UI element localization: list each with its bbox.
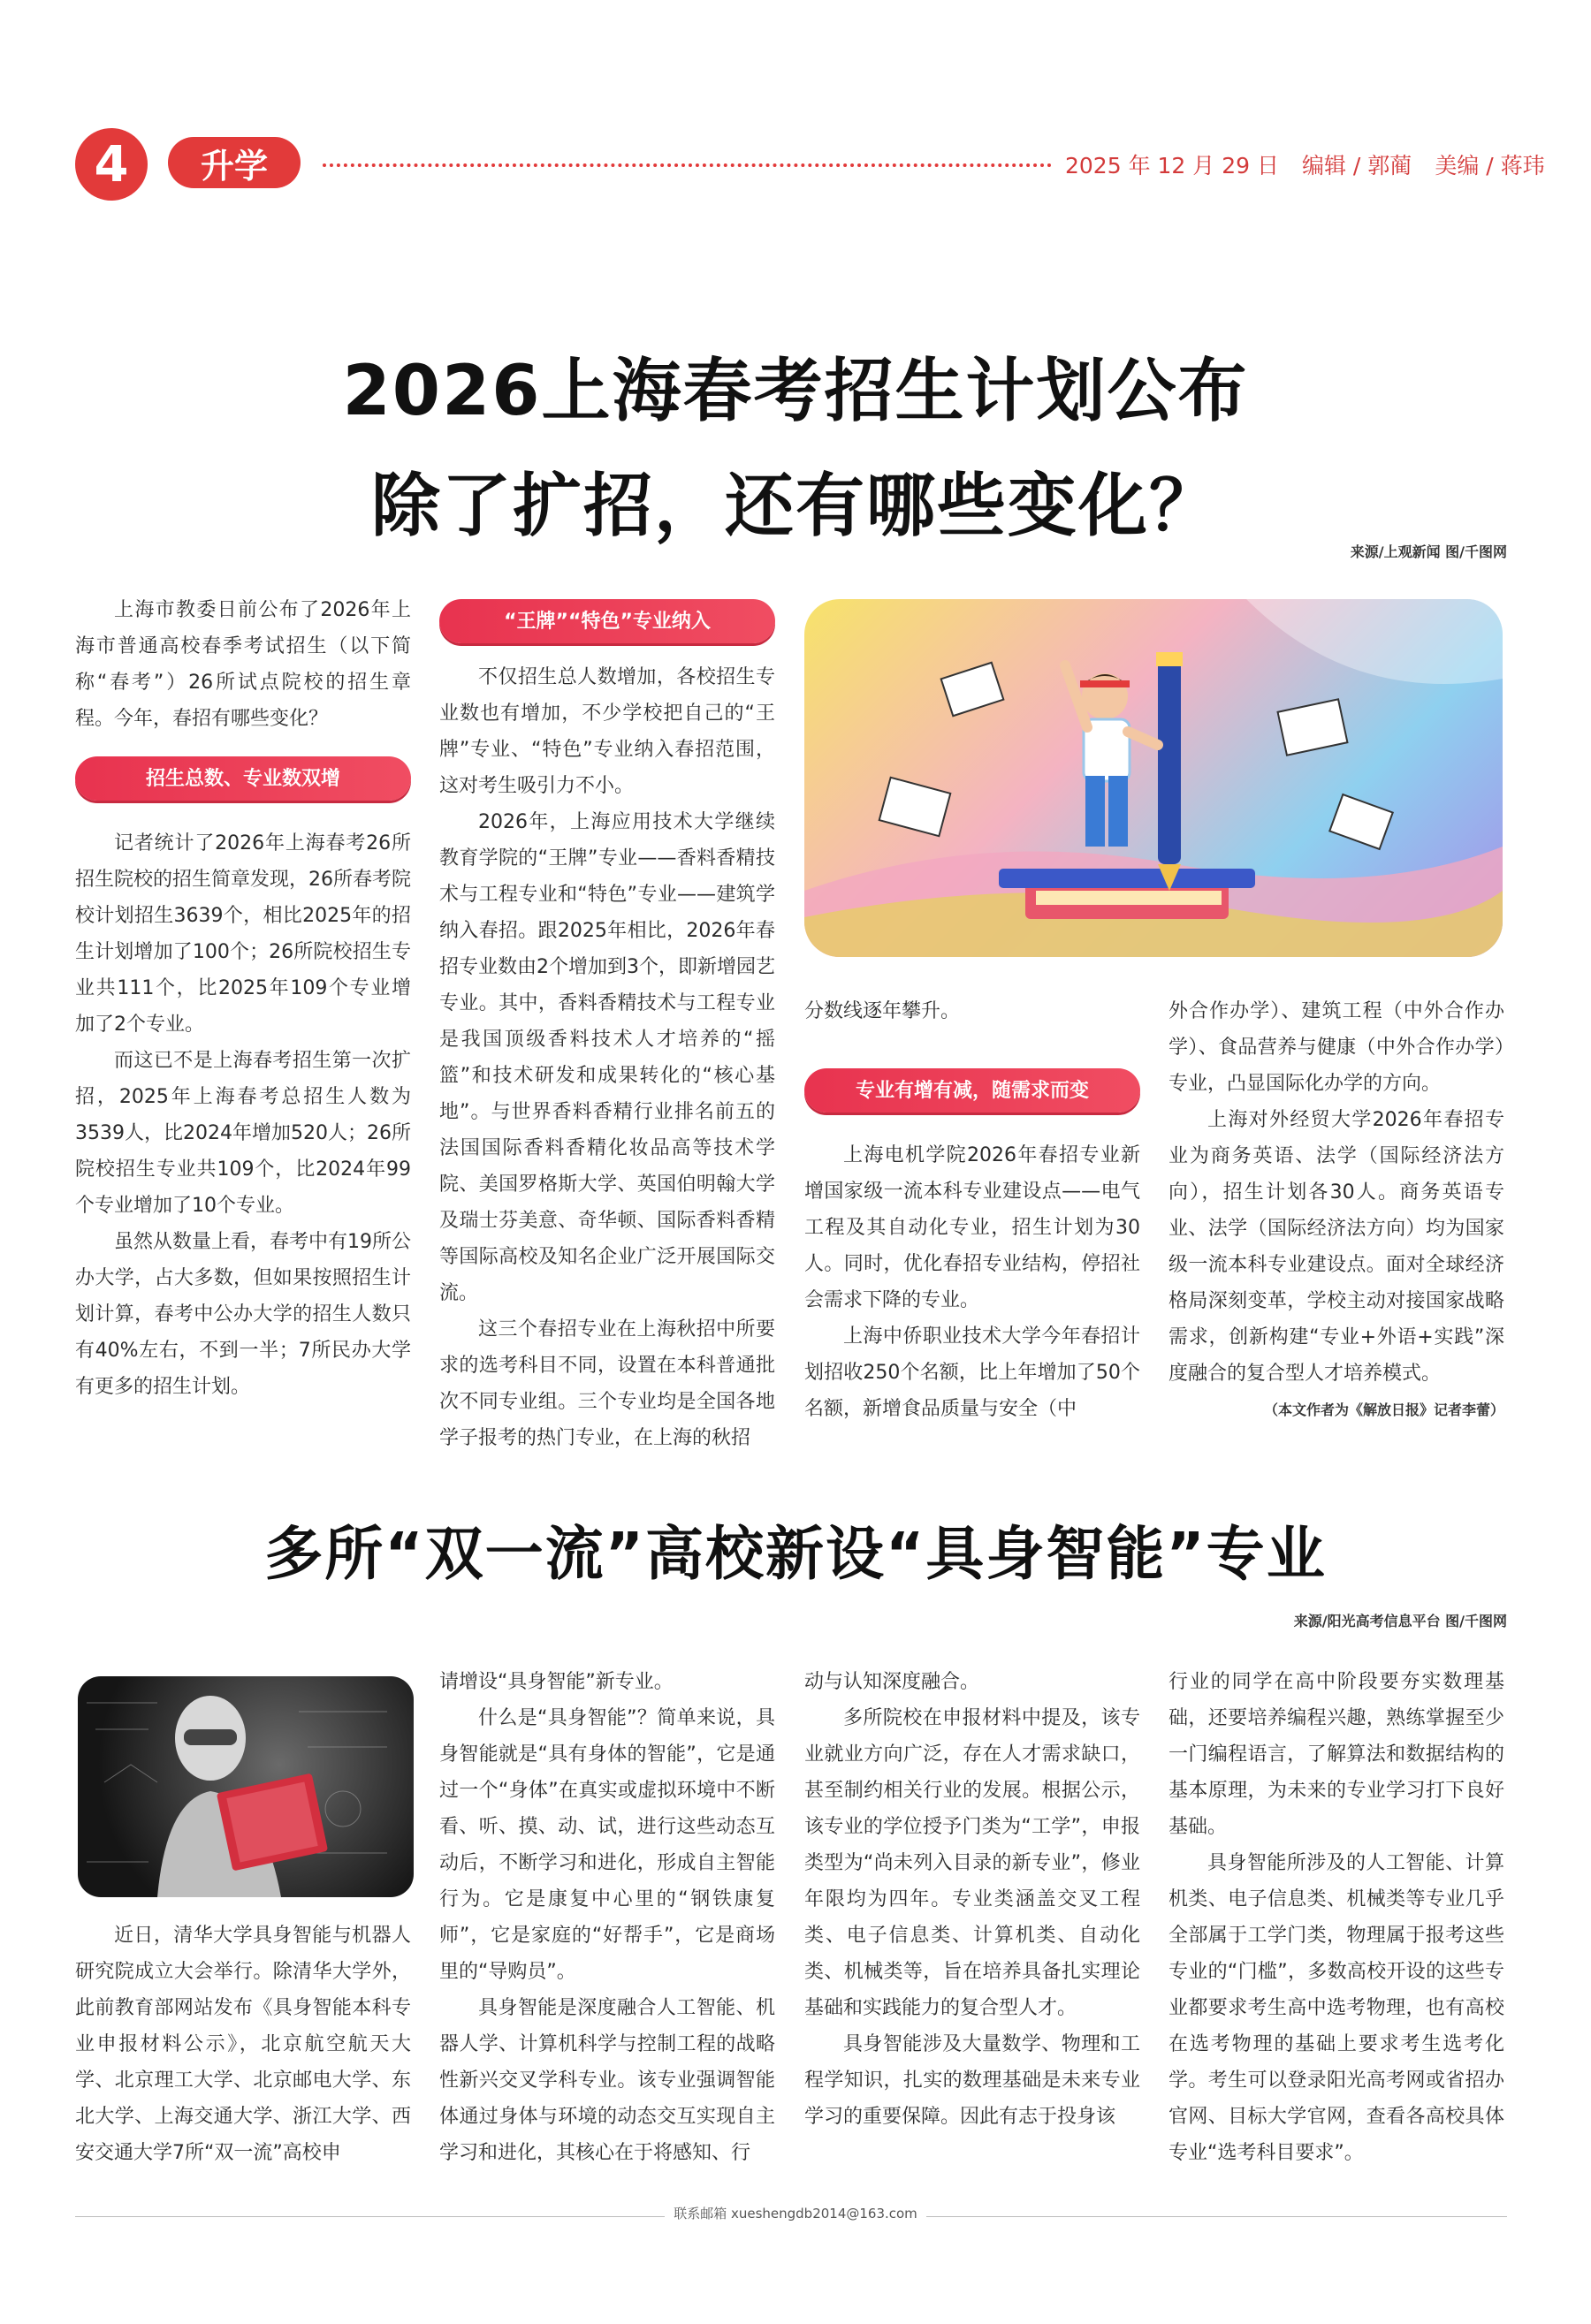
author-credit: （本文作者为《解放日报》记者李蕾）	[1263, 1401, 1504, 1418]
paragraph: 记者统计了2026年上海春考26所招生院校的招生简章发现，26所春考院校计划招生3639个，相比2025年的招生计划增加了100个；26所院校招生专业共111个，比2025年109个专业增加了2个专业。	[75, 832, 411, 1036]
paragraph: 具身智能涉及大量数学、物理和工程学知识，扎实的数理基础是未来专业学习的重要保障。因此有志于投身该	[804, 2033, 1140, 2128]
article2-title: 多所“双一流”高校新设“具身智能”专业	[264, 1520, 1327, 1588]
subhead-3: 专业有增有减，随需求而变	[804, 1068, 1140, 1113]
paragraph: 具身智能是深度融合人工智能、机器人学、计算机科学与控制工程的战略性新兴交叉学科专业。该专业强调智能体通过身体与环境的动态交互实现自主学习和进化，其核心在于将感知、行	[439, 1997, 775, 2164]
footer-contact	[0, 2204, 1591, 2222]
article2-column-1	[75, 1918, 411, 2171]
paragraph: 什么是“具身智能”？简单来说，具身智能就是“具有身体的智能”，它是通过一个“身体”在真实或虚拟环境中不断看、听、摸、动、试，进行这些动态互动后，不断学习和进化，形成自主智能行为。它是康复中心里的“钢铁康复师”，它是家庭的“好帮手”，它是商场里的“导购员”。	[439, 1707, 775, 1983]
paragraph: 近日，清华大学具身智能与机器人研究院成立大会举行。除清华大学外，此前教育部网站发布《具身智能本科专业申报材料公示》，北京航空航天大学、北京理工大学、北京邮电大学、东北大学、上海交通大学、浙江大学、西安交通大学7所“双一流”高校申	[75, 1925, 411, 2164]
robot-reading-book-image	[78, 1676, 414, 1897]
student-with-pen-illustration	[804, 599, 1503, 957]
article1-column-2	[439, 599, 775, 1456]
article1-title-line2: 除了扩招，还有哪些变化？	[370, 467, 1220, 546]
paragraph: 上海中侨职业技术大学今年春招计划招收250个名额，比上年增加了50个名额，新增食品质量与安全（中	[804, 1325, 1140, 1420]
paragraph: 虽然从数量上看，春考中有19所公办大学，占大多数，但如果按照招生计划计算，春考中公办大学的招生人数只有40%左右，不到一半；7所民办大学有更多的招生计划。	[75, 1231, 411, 1398]
paragraph: 上海电机学院2026年春招专业新增国家级一流本科专业建设点——电气工程及其自动化专业，招生计划为30人。同时，优化春招专业结构，停招社会需求下降的专业。	[804, 1144, 1140, 1311]
subhead-1: 招生总数、专业数双增	[75, 756, 411, 801]
paragraph: 多所院校在申报材料中提及，该专业就业方向广泛，存在人才需求缺口，甚至制约相关行业的发展。根据公示，该专业的学位授予门类为“工学”，申报类型为“尚未列入目录的新专业”，修业年限均为四年。专业类涵盖交叉工程类、电子信息类、计算机类、自动化类、机械类等，旨在培养具备扎实理论基础和实践能力的复合型人才。	[804, 1707, 1140, 2019]
page-number-badge: 4	[75, 128, 148, 201]
contact-email: 联系邮箱 xueshengdb2014@163.com	[665, 2206, 926, 2221]
designer-credit: 美编 / 蒋玮	[1435, 153, 1545, 178]
paragraph: 2026年，上海应用技术大学继续教育学院的“王牌”专业——香料香精技术与工程专业和“特色”专业——建筑学纳入春招。跟2025年相比，2026年春招专业数由2个增加到3个，即新增园艺专业。其中，香料香精技术与工程专业是我国顶级香料技术人才培养的“摇篮”和技术研发和成果转化的“核心基地”。与世界香料香精行业排名前五的法国国际香料香精化妆品高等技术学院、美国罗格斯大学、英国伯明翰大学及瑞士芬美意、奇华顿、国际香料香精等国际高校及知名企业广泛开展国际交流。	[439, 811, 775, 1304]
paragraph: 外合作办学）、建筑工程（中外合作办学）、食品营养与健康（中外合作办学）专业，凸显国际化办学的方向。	[1169, 1000, 1504, 1095]
paragraph: 上海对外经贸大学2026年春招专业为商务英语、法学（国际经济法方向），招生计划各30人。商务英语专业、法学（国际经济法方向）均为国家级一流本科专业建设点。面对全球经济格局深刻变革，学校主动对接国家战略需求，创新构建“专业+外语+实践”深度融合的复合型人才培养模式。	[1169, 1109, 1504, 1385]
illustration-graphic	[804, 599, 1503, 957]
article2-column-3	[804, 1664, 1140, 2135]
header-meta	[1065, 148, 1545, 184]
header-divider	[323, 163, 1052, 167]
paragraph: 上海市教委日前公布了2026年上海市普通高校春季考试招生（以下简称“春考”）26所试点院校的招生章程。今年，春招有哪些变化？	[75, 599, 411, 730]
paragraph: 分数线逐年攀升。	[804, 1000, 961, 1022]
article2-source: 来源/阳光高考信息平台 图/千图网	[1293, 1613, 1507, 1629]
subhead-2: “王牌”“特色”专业纳入	[439, 599, 775, 643]
paragraph: 具身智能所涉及的人工智能、计算机类、电子信息类、机械类等专业几乎全部属于工学门类，物理属于报考这些专业的“门槛”，多数高校开设的这些专业都要求考生高中选考物理，也有高校在选考物理的基础上要求考生选考化学。考生可以登录阳光高考网或省招办官网、目标大学官网，查看各高校具体专业“选考科目要求”。	[1169, 1852, 1504, 2164]
paragraph: 动与认知深度融合。	[804, 1671, 980, 1693]
article1-column-3	[804, 993, 1140, 1427]
issue-date: 2025 年 12 月 29 日	[1065, 153, 1279, 178]
paragraph: 而这已不是上海春考招生第一次扩招，2025年上海春考总招生人数为3539人，比2024年增加520人；26所院校招生专业共109个，比2024年99个专业增加了10个专业。	[75, 1050, 411, 1217]
article1-column-4	[1169, 993, 1504, 1428]
paragraph: 行业的同学在高中阶段要夯实数理基础，还要培养编程兴趣，熟练掌握至少一门编程语言，了解算法和数据结构的基本原理，为未来的专业学习打下良好基础。	[1169, 1671, 1504, 1838]
robot-graphic	[78, 1676, 414, 1897]
paragraph: 请增设“具身智能”新专业。	[439, 1671, 674, 1693]
article2-column-2	[439, 1664, 775, 2171]
article1-source: 来源/上观新闻 图/千图网	[1350, 543, 1507, 560]
article1-column-1	[75, 592, 411, 1405]
article1-title-line1: 2026上海春考招生计划公布	[342, 352, 1249, 431]
paragraph: 不仅招生总人数增加，各校招生专业数也有增加，不少学校把自己的“王牌”专业、“特色”专业纳入春招范围，这对考生吸引力不小。	[439, 666, 775, 797]
paragraph: 这三个春招专业在上海秋招中所要求的选考科目不同，设置在本科普通批次不同专业组。三个专业均是全国各地学子报考的热门专业，在上海的秋招	[439, 1318, 775, 1449]
editor-credit: 编辑 / 郭蔺	[1301, 153, 1412, 178]
article2-column-4	[1169, 1664, 1504, 2171]
section-label: 升学	[168, 137, 301, 188]
